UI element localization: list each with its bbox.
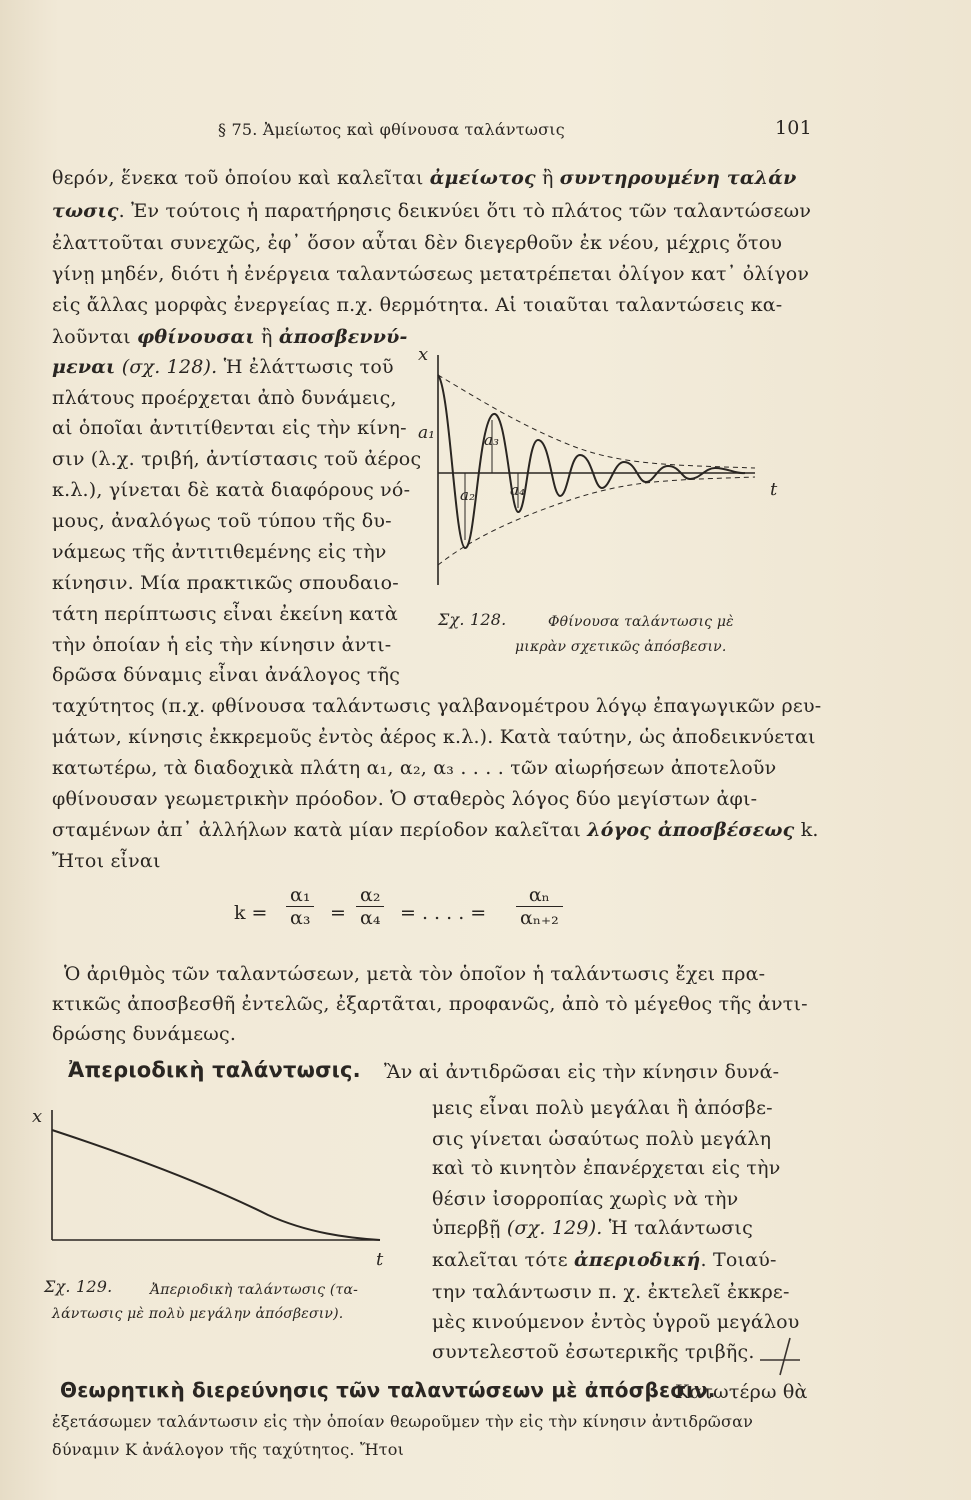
- text-line: γίνῃ μηδέν, διότι ἡ ἐνέργεια ταλαντώσεως μετατρέπεται ὀλίγον κατ᾽ ὀλίγον: [52, 263, 810, 285]
- text-line: θέσιν ἰσορροπίας χωρὶς νὰ τὴν: [432, 1188, 739, 1210]
- text-line: σιν (λ.χ. τριβή, ἀντίστασις τοῦ ἀέρος: [52, 448, 422, 470]
- text-line: τάτη περίπτωσις εἶναι ἐκείνη κατὰ: [52, 603, 398, 625]
- text-line: μάτων, κίνησις ἐκκρεμοῦς ἐντὸς ἀέρος κ.λ.). Κατὰ ταύτην, ὡς ἀποδεικνύεται: [52, 726, 816, 748]
- pencil-mark-icon: [755, 1330, 815, 1380]
- text-line: Ἂν αἱ ἀντιδρῶσαι εἰς τὴν κίνησιν δυνά-: [384, 1061, 780, 1083]
- text-line: την ταλάντωσιν π. χ. ἐκτελεῖ ἐκκρε-: [432, 1281, 790, 1303]
- text-line: μους, ἀναλόγως τοῦ τύπου τῆς δυ-: [52, 510, 392, 532]
- text-line: Ἤτοι εἶναι: [52, 850, 161, 872]
- text-line: ἐλαττοῦται συνεχῶς, ἐφ᾽ ὅσον αὗται δὲν διεγερθοῦν ἐκ νέου, μέχρις ὅτου: [52, 232, 783, 254]
- text-line: κατωτέρω, τὰ διαδοχικὰ πλάτη α₁, α₂, α₃ . . . . τῶν αἰωρήσεων ἀποτελοῦν: [52, 757, 777, 779]
- text-line: κ.λ.), γίνεται δὲ κατὰ διαφόρους νό-: [52, 479, 411, 501]
- text-line: λοῦνται φθίνουσαι ἢ ἀποσβεννύ-: [52, 326, 408, 348]
- figure-129-caption-text: Ἀπεριοδικὴ ταλάντωσις (τα-: [150, 1282, 359, 1298]
- text-line: κίνησιν. Μία πρακτικῶς σπουδαιο-: [52, 572, 399, 594]
- a4-label: a₄: [510, 481, 525, 499]
- text-line: δρῶσα δύναμις εἶναι ἀνάλογος τῆς: [52, 664, 401, 686]
- t-axis-label: t: [376, 1249, 384, 1270]
- text-line: θερόν, ἕνεκα τοῦ ὁποίου καὶ καλεῖται ἀμείωτος ἢ συντηρουμένη ταλάν: [52, 167, 797, 189]
- lower-envelope: [438, 477, 755, 565]
- text-line: καὶ τὸ κινητὸν ἐπανέρχεται εἰς τὴν: [432, 1157, 781, 1179]
- section-heading-aperiodic: Ἀπεριοδικὴ ταλάντωσις.: [68, 1058, 361, 1082]
- a2-label: a₂: [460, 486, 475, 504]
- text-line: δύναμιν K ἀνάλογον τῆς ταχύτητος. Ἤτοι: [52, 1440, 405, 1459]
- text-line: εἰς ἄλλας μορφὰς ἐνεργείας π.χ. θερμότητα. Αἱ τοιαῦται ταλαντώσεις κα-: [52, 294, 783, 316]
- text-line: κτικῶς ἀποσβεσθῆ ἐντελῶς, ἐξαρτᾶται, προφανῶς, ἀπὸ τὸ μέγεθος τῆς ἀντι-: [52, 993, 808, 1015]
- text-line: μεις εἶναι πολὺ μεγάλαι ἢ ἀπόσβε-: [432, 1097, 773, 1119]
- text-line: αἱ ὁποῖαι ἀντιτίθενται εἰς τὴν κίνη-: [52, 417, 407, 439]
- figure-128-damped-oscillation: [410, 340, 790, 600]
- a1-label: a₁: [418, 423, 435, 443]
- text-line: καλεῖται τότε ἀπεριοδική. Τοιαύ-: [432, 1249, 777, 1271]
- text-line: δρώσης δυνάμεως.: [52, 1023, 237, 1045]
- aperiodic-curve: [52, 1130, 380, 1240]
- text-line: ἐξετάσωμεν ταλάντωσιν εἰς τὴν ὁποίαν θεωροῦμεν τὴν εἰς τὴν κίνησιν ἀντιδρῶσαν: [52, 1412, 754, 1431]
- x-axis-label: x: [32, 1106, 43, 1127]
- section-heading-theory: Θεωρητικὴ διερεύνησις τῶν ταλαντώσεων μὲ ἀπόσβεσιν.: [60, 1378, 716, 1402]
- text-line: μεναι (σχ. 128). Ἡ ἐλάττωσις τοῦ: [52, 356, 394, 378]
- figure-129-caption: Σχ. 129.: [44, 1277, 113, 1296]
- text-line: νάμεως τῆς ἀντιτιθεμένης εἰς τὴν: [52, 541, 387, 563]
- figure-129-aperiodic-curve: [28, 1100, 408, 1270]
- page-number: 101: [775, 117, 812, 139]
- text-line: τωσις. Ἐν τούτοις ἡ παρατήρησις δεικνύει ὅτι τὸ πλάτος τῶν ταλαντώσεων: [52, 200, 812, 222]
- text-line: σις γίνεται ὡσαύτως πολὺ μεγάλη: [432, 1128, 772, 1150]
- fraction-2: $\frac{\text{α₂}}{\text{α₄}}$: [356, 884, 384, 929]
- upper-envelope: [438, 375, 755, 468]
- fraction-1: $\frac{\text{α₁}}{\text{α₃}}$: [286, 884, 314, 929]
- text-line: πλάτους προέρχεται ἀπὸ δυνάμεις,: [52, 387, 397, 409]
- x-axis-label: x: [418, 344, 429, 365]
- text-line: ὑπερβῇ (σχ. 129). Ἡ ταλάντωσις: [432, 1217, 753, 1239]
- text-line: Κατωτέρω θὰ: [675, 1381, 808, 1403]
- text-line: φθίνουσαν γεωμετρικὴν πρόοδον. Ὁ σταθερὸς λόγος δύο μεγίστων ἀφι-: [52, 788, 758, 810]
- text-line: μὲς κινούμενον ἐντὸς ὑγροῦ μεγάλου: [432, 1311, 800, 1333]
- running-header: § 75. Ἀμείωτος καὶ φθίνουσα ταλάντωσις: [218, 120, 565, 139]
- text-line: σταμένων ἀπ᾽ ἀλλήλων κατὰ μίαν περίοδον καλεῖται λόγος ἀποσβέσεως k.: [52, 819, 819, 841]
- a3-label: a₃: [484, 431, 499, 449]
- fraction-3: $\frac{\text{αₙ}}{\text{αₙ₊₂}}$: [516, 884, 563, 929]
- figure-128-caption-text: μικρὰν σχετικῶς ἀπόσβεσιν.: [515, 639, 727, 655]
- t-axis-label: t: [770, 479, 778, 500]
- text-line: συντελεστοῦ ἐσωτερικῆς τριβῆς.: [432, 1341, 755, 1363]
- text-line: Ὁ ἀριθμὸς τῶν ταλαντώσεων, μετὰ τὸν ὁποῖον ἡ ταλάντωσις ἔχει πρα-: [64, 963, 766, 985]
- text-line: τὴν ὁποίαν ἡ εἰς τὴν κίνησιν ἀντι-: [52, 634, 392, 656]
- damped-curve: [438, 375, 745, 548]
- text-line: ταχύτητος (π.χ. φθίνουσα ταλάντωσις γαλβανομέτρου λόγῳ ἐπαγωγικῶν ρευ-: [52, 695, 822, 717]
- damping-ratio-formula: k = $\frac{\text{α₁}}{\text{α₃}}$ = $\frac{\text{α₂}}{\text{α₄}}$ = . . . . = $\frac{\text{αₙ}}{\text{αₙ₊₂}}$: [0, 880, 971, 950]
- formula-lhs: k =: [234, 902, 268, 924]
- figure-128-caption-text: Φθίνουσα ταλάντωσις μὲ: [548, 614, 734, 630]
- figure-128-caption: Σχ. 128.: [438, 610, 507, 629]
- figure-129-caption-text: λάντωσις μὲ πολὺ μεγάλην ἀπόσβεσιν).: [52, 1306, 344, 1322]
